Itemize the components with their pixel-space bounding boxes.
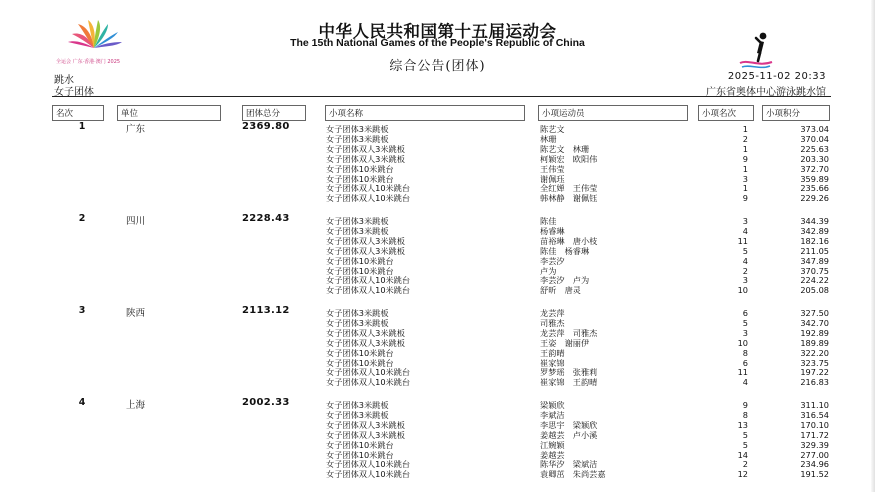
timestamp: 2025-11-02 20:33 — [727, 71, 826, 82]
item-event-name: 女子团体双人10米跳台 — [326, 469, 411, 480]
team-name: 四川 — [126, 216, 146, 227]
item-rank: 1 — [742, 163, 748, 174]
item-score: 344.39 — [800, 216, 829, 226]
item-row — [52, 217, 831, 227]
item-row — [52, 441, 831, 451]
item-rank: 4 — [742, 255, 748, 266]
col-header-total: 团体总分 — [242, 105, 306, 121]
item-event-name: 女子团体10米跳台 — [326, 255, 394, 266]
item-event-name: 女子团体10米跳台 — [326, 357, 394, 368]
item-row — [52, 257, 831, 267]
item-rank: 3 — [742, 173, 748, 184]
item-athletes: 陈佳 杨睿琳 — [540, 245, 590, 256]
item-athletes: 陈华汐 梁斌洁 — [540, 459, 598, 470]
item-athletes: 李思宇 梁颖欣 — [540, 419, 598, 430]
item-score: 372.70 — [800, 163, 829, 174]
item-rank: 1 — [742, 143, 748, 154]
logo-caption: 全运会 广东·香港·澳门 2025 — [56, 59, 121, 65]
item-score: 234.96 — [800, 459, 829, 470]
item-row — [52, 247, 831, 257]
item-rank: 3 — [742, 216, 748, 226]
col-header-athletes: 小项运动员 — [538, 105, 688, 121]
team-total-score: 2113.12 — [242, 305, 290, 316]
team-name: 陕西 — [126, 308, 146, 319]
item-athletes: 崔家锦 — [540, 357, 565, 368]
item-event-name: 女子团体10米跳台 — [326, 265, 394, 276]
item-athletes: 苗裕琳 唐小枝 — [540, 235, 598, 246]
item-rank: 6 — [742, 357, 748, 368]
item-athletes: 陈佳 — [540, 216, 557, 226]
item-event-name: 女子团体双人3米跳板 — [326, 143, 405, 154]
announcement-title: 综合公告(团体) — [389, 59, 486, 74]
item-athletes: 陈艺文 — [540, 124, 565, 134]
item-row — [52, 276, 831, 286]
team-total-score: 2228.43 — [242, 213, 290, 224]
item-rank: 11 — [737, 367, 748, 378]
item-row — [52, 194, 831, 204]
item-event-name: 女子团体双人3米跳板 — [326, 235, 405, 246]
item-score: 216.83 — [800, 377, 829, 388]
item-score: 211.05 — [800, 245, 829, 256]
item-row — [52, 421, 831, 431]
item-row — [52, 155, 831, 165]
sport-label: 跳水 — [54, 75, 74, 86]
item-row — [52, 339, 831, 349]
item-score: 370.75 — [800, 265, 829, 276]
item-athletes: 王韵晴 — [540, 347, 565, 358]
item-event-name: 女子团体双人10米跳台 — [326, 367, 411, 378]
item-row — [52, 227, 831, 237]
item-rank: 2 — [742, 459, 748, 470]
item-rank: 10 — [737, 337, 748, 348]
item-score: 277.00 — [800, 449, 829, 460]
item-row — [52, 368, 831, 378]
item-row — [52, 349, 831, 359]
item-score: 229.26 — [800, 193, 829, 204]
item-event-name: 女子团体3米跳板 — [326, 308, 389, 318]
item-event-name: 女子团体10米跳台 — [326, 173, 394, 184]
item-rank: 13 — [737, 419, 748, 430]
item-row — [52, 451, 831, 461]
item-athletes: 柯颖宏 欧阳伟 — [540, 153, 598, 164]
item-score: 373.04 — [800, 124, 829, 134]
item-rank: 5 — [742, 429, 748, 440]
item-row — [52, 135, 831, 145]
item-score: 359.89 — [800, 173, 829, 184]
item-score: 311.10 — [800, 400, 829, 410]
event-label: 女子团体 — [54, 87, 94, 98]
item-athletes: 李芸汐 卢为 — [540, 275, 590, 286]
col-header-item-score: 小项积分 — [762, 105, 830, 121]
col-header-event: 小项名称 — [325, 105, 525, 121]
item-event-name: 女子团体双人10米跳台 — [326, 183, 411, 194]
item-event-name: 女子团体10米跳台 — [326, 347, 394, 358]
item-row — [52, 125, 831, 135]
team-name: 上海 — [126, 400, 146, 411]
item-score: 192.89 — [800, 327, 829, 338]
col-header-item-rank: 小项名次 — [698, 105, 754, 121]
games-subtitle: The 15th National Games of the People's Republic of China — [290, 37, 585, 49]
item-event-name: 女子团体双人3米跳板 — [326, 327, 405, 338]
item-rank: 10 — [737, 285, 748, 296]
item-event-name: 女子团体3米跳板 — [326, 225, 389, 236]
item-athletes: 崔家锦 王韵晴 — [540, 377, 598, 388]
item-rank: 3 — [742, 327, 748, 338]
item-event-name: 女子团体10米跳台 — [326, 449, 394, 460]
item-event-name: 女子团体3米跳板 — [326, 124, 389, 134]
item-score: 170.10 — [800, 419, 829, 430]
venue-label: 广东省奥体中心游泳跳水馆 — [706, 87, 826, 98]
item-row — [52, 411, 831, 421]
item-athletes: 梁颖欣 — [540, 400, 565, 410]
item-row — [52, 319, 831, 329]
item-rank: 8 — [742, 409, 748, 420]
item-event-name: 女子团体双人10米跳台 — [326, 193, 411, 204]
team-rank: 3 — [78, 305, 86, 316]
item-score: 347.89 — [800, 255, 829, 266]
item-rank: 11 — [737, 235, 748, 246]
item-rank: 8 — [742, 347, 748, 358]
item-athletes: 龙芸萍 — [540, 308, 565, 318]
item-event-name: 女子团体双人10米跳台 — [326, 275, 411, 286]
item-rank: 4 — [742, 377, 748, 388]
item-event-name: 女子团体10米跳台 — [326, 439, 394, 450]
item-score: 322.20 — [800, 347, 829, 358]
item-rank: 1 — [742, 183, 748, 194]
item-event-name: 女子团体双人10米跳台 — [326, 285, 411, 296]
item-score: 327.50 — [800, 308, 829, 318]
item-athletes: 陈艺文 林珊 — [540, 143, 590, 154]
item-event-name: 女子团体双人3米跳板 — [326, 245, 405, 256]
item-row — [52, 359, 831, 369]
item-rank: 6 — [742, 308, 748, 318]
item-athletes: 姜越芸 卢小溪 — [540, 429, 598, 440]
item-score: 224.22 — [800, 275, 829, 286]
item-event-name: 女子团体双人3米跳板 — [326, 429, 405, 440]
item-row — [52, 237, 831, 247]
item-athletes: 王姿 谢丽伊 — [540, 337, 590, 348]
item-row — [52, 470, 831, 480]
item-score: 342.70 — [800, 317, 829, 328]
item-score: 203.30 — [800, 153, 829, 164]
item-rank: 3 — [742, 275, 748, 286]
team-rank: 1 — [78, 121, 86, 132]
item-row — [52, 431, 831, 441]
item-athletes: 李芸汐 — [540, 255, 565, 266]
item-score: 329.39 — [800, 439, 829, 450]
item-score: 171.72 — [800, 429, 829, 440]
item-event-name: 女子团体双人3米跳板 — [326, 337, 405, 348]
page-edge — [871, 0, 875, 492]
item-rank: 5 — [742, 317, 748, 328]
games-title: 中华人民共和国第十五届运动会 — [318, 22, 557, 41]
item-score: 191.52 — [800, 469, 829, 480]
item-rank: 5 — [742, 245, 748, 256]
item-row — [52, 309, 831, 319]
item-row — [52, 401, 831, 411]
item-event-name: 女子团体双人10米跳台 — [326, 377, 411, 388]
item-row — [52, 165, 831, 175]
item-rank: 9 — [742, 193, 748, 204]
item-athletes: 韩林静 谢佩钰 — [540, 193, 598, 204]
item-rank: 4 — [742, 225, 748, 236]
item-athletes: 林珊 — [540, 133, 557, 144]
team-rank: 2 — [78, 213, 86, 224]
item-event-name: 女子团体3米跳板 — [326, 400, 389, 410]
item-score: 235.66 — [800, 183, 829, 194]
item-athletes: 龙芸萍 司雅杰 — [540, 327, 598, 338]
team-name: 广东 — [126, 124, 146, 135]
item-score: 197.22 — [800, 367, 829, 378]
item-rank: 9 — [742, 400, 748, 410]
item-athletes: 全红婵 王伟莹 — [540, 183, 598, 194]
item-score: 316.54 — [800, 409, 829, 420]
team-rank: 4 — [78, 397, 86, 408]
item-event-name: 女子团体10米跳台 — [326, 163, 394, 174]
item-row — [52, 184, 831, 194]
item-row — [52, 329, 831, 339]
item-athletes: 舒昕 唐灵 — [540, 285, 581, 296]
item-rank: 14 — [737, 449, 748, 460]
item-row — [52, 145, 831, 155]
col-header-team: 单位 — [117, 105, 221, 121]
item-score: 370.04 — [800, 133, 829, 144]
item-rank: 9 — [742, 153, 748, 164]
item-rank: 1 — [742, 124, 748, 134]
item-event-name: 女子团体双人10米跳台 — [326, 459, 411, 470]
item-score: 205.08 — [800, 285, 829, 296]
item-athletes: 罗梦瑶 张雅莉 — [540, 367, 598, 378]
item-athletes: 姜越芸 — [540, 449, 565, 460]
item-row — [52, 175, 831, 185]
item-athletes: 司雅杰 — [540, 317, 565, 328]
item-row — [52, 286, 831, 296]
item-score: 182.16 — [800, 235, 829, 246]
item-row — [52, 378, 831, 388]
item-rank: 12 — [737, 469, 748, 480]
item-athletes: 江婉颖 — [540, 439, 565, 450]
item-row — [52, 267, 831, 277]
item-event-name: 女子团体双人3米跳板 — [326, 419, 405, 430]
item-event-name: 女子团体3米跳板 — [326, 216, 389, 226]
item-athletes: 杨睿琳 — [540, 225, 565, 236]
item-rank: 2 — [742, 133, 748, 144]
item-athletes: 谢佩珏 — [540, 173, 565, 184]
item-athletes: 王伟莹 — [540, 163, 565, 174]
col-header-rank: 名次 — [52, 105, 104, 121]
item-event-name: 女子团体3米跳板 — [326, 133, 389, 144]
item-score: 225.63 — [800, 143, 829, 154]
header-divider — [52, 96, 831, 97]
item-score: 323.75 — [800, 357, 829, 368]
item-score: 342.89 — [800, 225, 829, 236]
team-total-score: 2002.33 — [242, 397, 290, 408]
item-event-name: 女子团体3米跳板 — [326, 409, 389, 420]
team-total-score: 2369.80 — [242, 121, 290, 132]
item-event-name: 女子团体3米跳板 — [326, 317, 389, 328]
item-rank: 5 — [742, 439, 748, 450]
item-rank: 2 — [742, 265, 748, 276]
item-athletes: 袁卿茁 朱尚芸嘉 — [540, 469, 606, 480]
item-athletes: 卢为 — [540, 265, 557, 276]
item-event-name: 女子团体双人3米跳板 — [326, 153, 405, 164]
item-score: 189.89 — [800, 337, 829, 348]
item-row — [52, 460, 831, 470]
item-athletes: 李斌洁 — [540, 409, 565, 420]
